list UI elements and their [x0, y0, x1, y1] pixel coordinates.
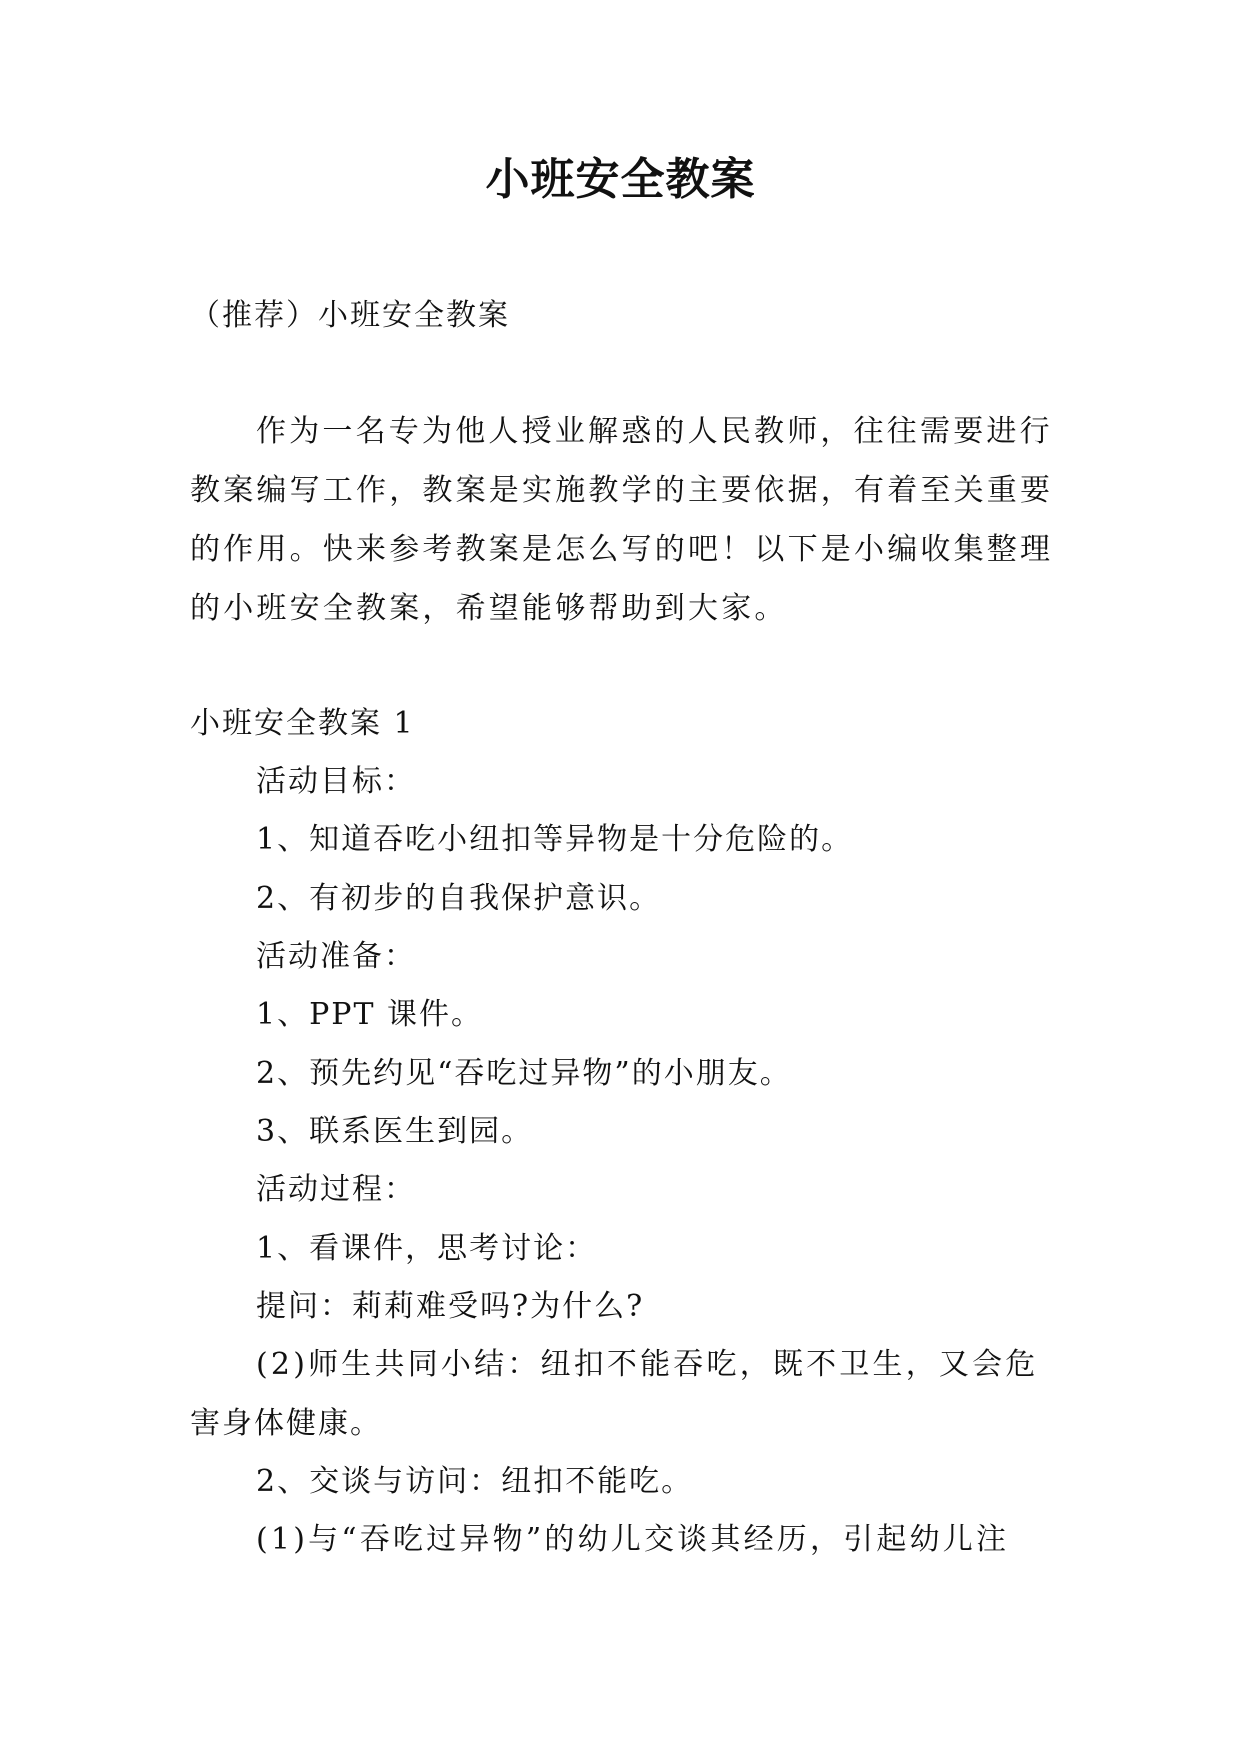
body-line: 1、PPT 课件。 — [256, 997, 484, 1032]
intro-line: 教案编写工作，教案是实施教学的主要依据，有着至关重要 — [190, 473, 1054, 508]
body-line: 2、有初步的自我保护意识。 — [256, 881, 662, 916]
document-title: 小班安全教案 — [485, 154, 756, 205]
intro-line: 的作用。快来参考教案是怎么写的吧！以下是小编收集整理 — [190, 532, 1054, 567]
body-line: 提问：莉莉难受吗?为什么? — [256, 1289, 645, 1324]
section-heading: 小班安全教案 1 — [190, 706, 415, 741]
body-line: 2、交谈与访问：纽扣不能吃。 — [256, 1464, 694, 1499]
body-line: 害身体健康。 — [190, 1406, 382, 1441]
body-line: 1、知道吞吃小纽扣等异物是十分危险的。 — [256, 822, 854, 857]
document-subtitle: （推荐）小班安全教案 — [190, 298, 510, 333]
body-line: 活动目标： — [256, 764, 416, 799]
body-line: 2、预先约见“吞吃过异物”的小朋友。 — [256, 1056, 792, 1091]
intro-line: 作为一名专为他人授业解惑的人民教师，往往需要进行 — [256, 414, 1053, 449]
body-line: 活动过程： — [256, 1172, 416, 1207]
intro-line: 的小班安全教案，希望能够帮助到大家。 — [190, 591, 788, 626]
body-line: 活动准备： — [256, 939, 416, 974]
body-line: (2)师生共同小结：纽扣不能吞吃，既不卫生，又会危 — [256, 1347, 1039, 1382]
body-line: 3、联系医生到园。 — [256, 1114, 534, 1149]
body-line: 1、看课件，思考讨论： — [256, 1231, 598, 1266]
body-line: (1)与“吞吃过异物”的幼儿交谈其经历，引起幼儿注 — [256, 1522, 1010, 1557]
